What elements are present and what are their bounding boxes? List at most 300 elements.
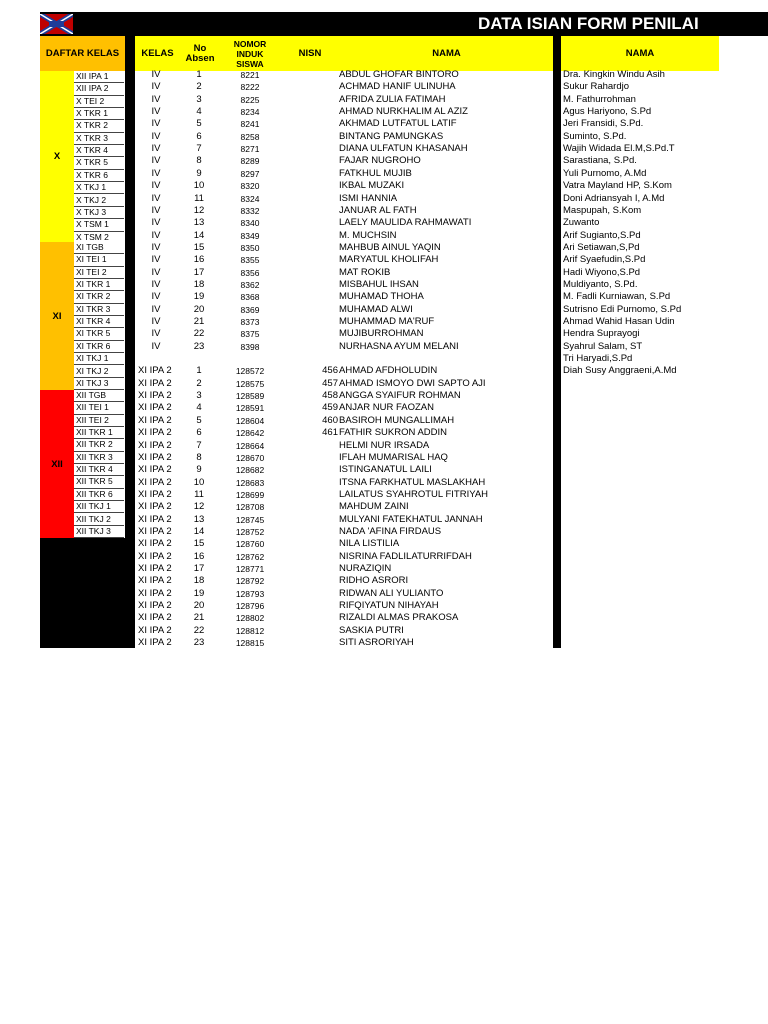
teacher-list-item: Agus Hariyono, S.Pd — [563, 106, 652, 118]
table-row — [0, 155, 560, 167]
class-list-item[interactable]: XI TGB — [74, 242, 124, 254]
cell-nama: JANUAR AL FATH — [339, 204, 417, 216]
class-list-item[interactable]: XII TKR 6 — [74, 489, 124, 501]
cell-nama: LAELY MAULIDA RAHMAWATI — [339, 217, 472, 229]
cell-nama-group — [310, 600, 555, 612]
cell-nama-group — [310, 279, 555, 291]
cell-nama-group — [310, 501, 555, 513]
table-row — [0, 452, 560, 464]
table-row — [0, 390, 560, 402]
class-list-item[interactable]: X TKR 1 — [74, 108, 124, 120]
cell-nomor-induk: 128762 — [235, 551, 265, 562]
cell-nama: MISBAHUL IHSAN — [339, 278, 419, 290]
cell-no-absen: 14 — [193, 525, 205, 537]
class-list-item[interactable]: X TKJ 2 — [74, 195, 124, 207]
cell-nama: RIFQIYATUN NIHAYAH — [339, 600, 439, 612]
cell-nomor-induk: 128664 — [235, 440, 265, 451]
table-row — [0, 205, 560, 217]
cell-nomor-induk: 128745 — [235, 514, 265, 525]
class-list-item[interactable]: X TKR 2 — [74, 120, 124, 132]
cell-kelas: XI IPA 2 — [138, 587, 172, 599]
cell-nama-group — [310, 106, 555, 118]
cell-nama: FATKHUL MUJIB — [339, 167, 412, 179]
cell-no-absen: 6 — [196, 427, 202, 439]
table-row — [0, 106, 560, 118]
cell-nama-group — [310, 180, 555, 192]
teacher-list-item: Hendra Suprayogi — [563, 328, 640, 340]
cell-nama-group — [310, 81, 555, 93]
cell-no-absen: 22 — [193, 624, 205, 636]
class-list-item[interactable]: XII TKR 2 — [74, 439, 124, 451]
class-list-item[interactable]: XII TKR 3 — [74, 452, 124, 464]
cell-nama-group — [310, 514, 555, 526]
cell-kelas: XI IPA 2 — [138, 427, 172, 439]
cell-no-absen: 23 — [193, 637, 205, 649]
cell-no-absen: 9 — [196, 464, 202, 476]
class-list-item[interactable]: XI TKJ 3 — [74, 378, 124, 390]
cell-kelas: IV — [151, 192, 161, 204]
cell-kelas: XI IPA 2 — [138, 624, 172, 636]
class-list-item[interactable]: X TKJ 1 — [74, 182, 124, 194]
table-row — [0, 514, 560, 526]
cell-nama-group — [310, 217, 555, 229]
cell-nama-group — [310, 427, 555, 439]
cell-nama: MUJIBURROHMAN — [339, 328, 424, 340]
cell-no-absen: 17 — [193, 563, 205, 574]
cell-no-absen: 2 — [196, 81, 202, 93]
teacher-list-item: Sukur Rahardjo — [563, 81, 630, 93]
cell-kelas: XI IPA 2 — [138, 600, 172, 612]
cell-no-absen: 13 — [193, 217, 205, 229]
cell-nama: RIDWAN ALI YULIANTO — [339, 587, 444, 599]
cell-nama-group — [310, 94, 555, 106]
teacher-list-item: Doni Adriansyah I, A.Md — [563, 192, 665, 204]
table-row — [0, 538, 560, 550]
cell-kelas: XI IPA 2 — [138, 464, 172, 476]
cell-nama-group — [310, 551, 555, 563]
table-row — [0, 291, 560, 303]
cell-kelas: XI IPA 2 — [138, 612, 172, 624]
class-list-item[interactable]: XII TEI 1 — [74, 402, 124, 414]
cell-nama: NILA LISTILIA — [339, 538, 400, 550]
cell-nomor-induk: 128793 — [235, 588, 265, 599]
teacher-list-item: Hadi Wiyono,S.Pd — [563, 266, 641, 278]
cell-kelas: XI IPA 2 — [138, 575, 172, 587]
cell-nomor-induk: 8369 — [240, 304, 260, 315]
cell-nama-group — [310, 464, 555, 476]
table-row — [0, 440, 560, 452]
cell-no-absen: 11 — [194, 192, 204, 204]
cell-nama-group — [310, 230, 555, 242]
cell-no-absen: 19 — [193, 587, 205, 599]
cell-kelas: XI IPA 2 — [138, 513, 172, 525]
cell-no-absen: 7 — [196, 439, 202, 451]
cell-nama-group — [310, 155, 555, 167]
cell-nama: MUHAMAD ALWI — [339, 303, 413, 315]
cell-nama: LAILATUS SYAHROTUL FITRIYAH — [339, 488, 489, 500]
cell-nama: DIANA ULFATUN KHASANAH — [339, 143, 468, 155]
teacher-list-item: Jeri Fransidi, S.Pd. — [563, 118, 644, 130]
class-list-item[interactable]: X TKR 5 — [74, 157, 124, 169]
class-list-item[interactable]: XII TKR 1 — [74, 427, 124, 439]
cell-nama: MUHAMAD THOHA — [339, 291, 424, 303]
cell-nama: ITSNA FARKHATUL MASLAKHAH — [339, 476, 486, 488]
cell-nama-group — [310, 612, 555, 624]
cell-nomor-induk: 8356 — [240, 267, 260, 278]
cell-nama-group — [310, 402, 555, 414]
cell-kelas: IV — [151, 81, 161, 93]
cell-nama: MARYATUL KHOLIFAH — [339, 254, 439, 266]
table-row — [0, 316, 560, 328]
cell-nama: RIZALDI ALMAS PRAKOSA — [339, 612, 459, 624]
cell-nomor-induk: 8368 — [240, 292, 260, 303]
teacher-list-item: Tri Haryadi,S.Pd — [563, 353, 633, 365]
table-row — [0, 625, 560, 637]
cell-nomor-induk: 8332 — [240, 205, 260, 216]
cell-kelas: IV — [151, 316, 161, 327]
teacher-list-item: Yuli Purnomo, A.Md — [563, 167, 647, 179]
teacher-list-item: Ari Setiawan,S,Pd — [563, 241, 640, 253]
cell-nama-group — [310, 588, 555, 600]
cell-no-absen: 18 — [193, 575, 205, 587]
cell-no-absen: 2 — [196, 377, 202, 389]
group-label-xii: XII — [51, 458, 63, 470]
cell-nomor-induk: 8289 — [240, 156, 260, 167]
cell-kelas: IV — [151, 130, 161, 142]
teacher-list-item: Arif Syaefudin,S.Pd — [563, 254, 646, 266]
cell-nomor-induk: 8258 — [240, 131, 260, 142]
table-row — [0, 402, 560, 414]
table-row — [0, 588, 560, 600]
class-list-item[interactable]: XII TKJ 1 — [74, 501, 124, 513]
cell-kelas: XI IPA 2 — [138, 476, 172, 488]
page-title: DATA ISIAN FORM PENILAI — [478, 14, 699, 33]
cell-nama-group — [310, 365, 555, 377]
cell-nama-group — [310, 205, 555, 217]
cell-nama-group — [310, 291, 555, 303]
class-list-item[interactable]: X TSM 2 — [74, 232, 124, 244]
table-row — [0, 81, 560, 93]
school-flag-icon — [40, 14, 73, 34]
cell-kelas: IV — [151, 143, 161, 155]
cell-nama: ANGGA SYAIFUR ROHMAN — [339, 390, 461, 402]
cell-nama: MAHBUB AINUL YAQIN — [339, 241, 441, 253]
cell-nama: NURAZIQIN — [339, 563, 392, 574]
class-list-item[interactable]: XII TGB — [74, 390, 124, 402]
cell-nama-group — [310, 625, 555, 637]
table-row — [0, 180, 560, 192]
cell-nama: MULYANI FATEKHATUL JANNAH — [339, 513, 483, 525]
cell-nama-group — [310, 353, 555, 365]
cell-nama: NISRINA FADLILATURRIFDAH — [339, 550, 472, 562]
cell-nomor-induk: 128699 — [235, 489, 265, 500]
cell-kelas: XI IPA 2 — [138, 501, 172, 513]
table-row — [0, 563, 560, 575]
cell-no-absen: 15 — [193, 538, 205, 550]
cell-nama: HELMI NUR IRSADA — [339, 439, 430, 451]
cell-nama: BASIROH MUNGALLIMAH — [339, 414, 455, 426]
teacher-list-item: Sutrisno Edi Purnomo, S.Pd — [563, 303, 682, 315]
cell-nama-group — [310, 69, 555, 81]
cell-kelas: IV — [151, 217, 161, 229]
cell-no-absen: 7 — [196, 143, 202, 155]
cell-nama-group — [310, 526, 555, 538]
class-list-item[interactable]: X TEI 2 — [74, 96, 124, 108]
class-list-item[interactable]: X TKR 4 — [74, 145, 124, 157]
teacher-list-item: Diah Susy Anggraeni,A.Md — [563, 365, 677, 377]
cell-nama: FATHIR SUKRON ADDIN — [339, 427, 448, 439]
cell-kelas: XI IPA 2 — [138, 488, 172, 500]
cell-kelas: IV — [151, 340, 161, 352]
cell-nama: ANJAR NUR FAOZAN — [339, 402, 435, 414]
cell-nama-group — [310, 193, 555, 205]
cell-nama: IFLAH MUMARISAL HAQ — [339, 451, 448, 463]
class-list-item[interactable]: X TSM 1 — [74, 219, 124, 231]
cell-nama-group — [310, 118, 555, 130]
header-kelas: KELAS — [135, 36, 180, 71]
cell-nomor-induk: 128682 — [235, 465, 265, 476]
class-list-item[interactable]: XII IPA 2 — [74, 83, 124, 95]
cell-kelas: IV — [151, 106, 161, 118]
cell-kelas: IV — [151, 204, 161, 216]
cell-nomor-induk: 128752 — [235, 526, 265, 537]
cell-nomor-induk: 8373 — [240, 317, 260, 327]
group-label-x: X — [53, 151, 61, 162]
cell-no-absen: 1 — [196, 69, 202, 80]
cell-kelas: IV — [151, 118, 161, 130]
class-list-item[interactable]: XII TKJ 2 — [74, 514, 124, 526]
cell-nomor-induk: 128575 — [235, 378, 265, 389]
cell-nama: MAT ROKIB — [339, 266, 391, 278]
cell-nomor-induk: 8241 — [240, 119, 260, 130]
class-list-item[interactable]: X TKR 3 — [74, 133, 124, 145]
cell-kelas: IV — [151, 69, 161, 80]
class-list-item[interactable]: X TKR 6 — [74, 170, 124, 182]
class-list-item[interactable]: XI TKJ 1 — [74, 353, 124, 365]
cell-nomor-induk: 8375 — [240, 329, 260, 340]
cell-nomor-induk: 8221 — [240, 70, 260, 80]
class-list-item[interactable]: XI TKR 6 — [74, 341, 124, 353]
cell-nama: AHMAD ISMOYO DWI SAPTO AJI — [339, 377, 486, 389]
cell-kelas: XI IPA 2 — [138, 439, 172, 451]
table-row — [0, 69, 560, 81]
teacher-list-item: Muldiyanto, S.Pd. — [563, 278, 638, 290]
cell-nama-group — [310, 489, 555, 501]
cell-nama: MUHAMMAD MA'RUF — [339, 316, 435, 327]
cell-no-absen: 4 — [196, 106, 202, 118]
header-nama-guru: NAMA — [561, 36, 719, 71]
cell-nama: SASKIA PUTRI — [339, 624, 404, 636]
cell-no-absen: 3 — [196, 390, 202, 402]
cell-no-absen: 22 — [193, 328, 205, 340]
cell-nomor-induk: 8398 — [240, 341, 260, 352]
header-nomor-induk: NOMOR INDUK SISWA — [220, 36, 280, 71]
cell-kelas: IV — [151, 278, 161, 290]
class-list-item[interactable]: X TKJ 3 — [74, 207, 124, 219]
class-list-item[interactable]: XII IPA 1 — [74, 71, 124, 83]
cell-nama: ABDUL GHOFAR BINTORO — [339, 69, 459, 80]
teacher-list-item: Suminto, S.Pd. — [563, 130, 627, 142]
cell-nama: AFRIDA ZULIA FATIMAH — [339, 93, 446, 105]
cell-no-absen: 3 — [196, 93, 202, 105]
class-list-item[interactable]: XI TKR 2 — [74, 291, 124, 303]
cell-nomor-induk: 8324 — [240, 193, 260, 204]
table-row — [0, 365, 560, 377]
table-row — [0, 526, 560, 538]
cell-nomor-induk: 128670 — [235, 452, 265, 463]
table-row — [0, 353, 560, 365]
cell-kelas: XI IPA 2 — [138, 563, 172, 574]
cell-no-absen: 5 — [196, 414, 202, 426]
cell-nomor-induk: 8234 — [240, 107, 260, 118]
cell-kelas: XI IPA 2 — [138, 637, 172, 649]
teacher-list-item: Maspupah, S.Kom — [563, 204, 642, 216]
cell-nama-group — [310, 242, 555, 254]
cell-nomor-induk: 8225 — [240, 94, 260, 105]
class-list-item[interactable]: XII TKJ 3 — [74, 526, 124, 538]
cell-kelas: XI IPA 2 — [138, 365, 172, 377]
cell-nama: ISMI HANNIA — [339, 192, 398, 204]
cell-no-absen: 12 — [193, 501, 205, 513]
cell-no-absen: 5 — [196, 118, 202, 130]
table-row — [0, 230, 560, 242]
cell-no-absen: 1 — [196, 365, 202, 377]
cell-nomor-induk: 8362 — [240, 279, 260, 290]
cell-no-absen: 18 — [193, 278, 205, 290]
cell-nama-group — [310, 316, 555, 328]
cell-nisn: 460 — [322, 414, 338, 426]
cell-nama: MAHDUM ZAINI — [339, 501, 409, 513]
cell-nama: ACHMAD HANIF ULINUHA — [339, 81, 456, 93]
cell-no-absen: 20 — [193, 303, 205, 315]
cell-nama: AKHMAD LUTFATUL LATIF — [339, 118, 457, 130]
cell-nomor-induk: 128812 — [235, 625, 265, 636]
cell-nama-group — [310, 440, 555, 452]
cell-kelas: IV — [151, 303, 161, 315]
teacher-list-item: Ahmad Wahid Hasan Udin — [563, 316, 675, 327]
class-list-item[interactable]: XII TKR 5 — [74, 476, 124, 488]
class-list-item[interactable]: XII TKR 4 — [74, 464, 124, 476]
cell-nama: AHMAD AFDHOLUDIN — [339, 365, 438, 377]
cell-nisn: 458 — [322, 390, 338, 402]
teacher-list-item: Arif Sugianto,S.Pd — [563, 229, 641, 241]
header-nisn: NISN — [280, 36, 340, 71]
teacher-list-item: Vatra Mayland HP, S.Kom — [563, 180, 672, 192]
cell-kelas: XI IPA 2 — [138, 538, 172, 550]
table-row — [0, 600, 560, 612]
table-row — [0, 304, 560, 316]
table-row — [0, 551, 560, 563]
table-row — [0, 501, 560, 513]
cell-no-absen: 20 — [193, 600, 205, 612]
cell-kelas: IV — [151, 266, 161, 278]
cell-nomor-induk: 8320 — [240, 181, 260, 192]
cell-kelas: XI IPA 2 — [138, 377, 172, 389]
cell-nisn: 461 — [322, 427, 338, 439]
cell-no-absen: 6 — [196, 130, 202, 142]
cell-no-absen: 10 — [193, 476, 205, 488]
cell-nisn: 459 — [322, 402, 338, 414]
table-row — [0, 427, 560, 439]
table-row — [0, 143, 560, 155]
class-list-item[interactable]: XI TKR 5 — [74, 328, 124, 340]
header-no-absen: No Absen — [180, 36, 220, 71]
table-row — [0, 168, 560, 180]
table-row — [0, 193, 560, 205]
cell-kelas: XI IPA 2 — [138, 550, 172, 562]
cell-nomor-induk: 128802 — [235, 613, 265, 624]
cell-no-absen: 10 — [193, 180, 205, 192]
cell-kelas: IV — [151, 167, 161, 179]
cell-nisn: 457 — [322, 377, 338, 389]
cell-no-absen: 13 — [193, 513, 205, 525]
table-row — [0, 477, 560, 489]
cell-kelas: IV — [151, 291, 161, 303]
table-row — [0, 464, 560, 476]
cell-nomor-induk: 8222 — [240, 82, 260, 93]
teacher-list-item: M. Fathurrohman — [563, 93, 636, 105]
class-list-item[interactable]: XI TEI 2 — [74, 267, 124, 279]
class-list-item[interactable]: XI TKR 1 — [74, 279, 124, 291]
cell-nama-group — [310, 254, 555, 266]
cell-nomor-induk: 8271 — [240, 144, 260, 155]
cell-nama: FAJAR NUGROHO — [339, 155, 421, 167]
cell-nama-group — [310, 131, 555, 143]
cell-nomor-induk: 128792 — [235, 576, 265, 587]
table-row — [0, 328, 560, 340]
table-row — [0, 254, 560, 266]
class-list-item[interactable]: XI TKR 3 — [74, 304, 124, 316]
teacher-list-item: Wajih Widada El.M,S.Pd.T — [563, 143, 675, 155]
cell-no-absen: 8 — [196, 155, 202, 167]
cell-nomor-induk: 8349 — [240, 230, 260, 241]
cell-nomor-induk: 128604 — [235, 415, 265, 426]
header-nama: NAMA — [340, 36, 553, 71]
cell-nomor-induk: 128572 — [235, 366, 265, 377]
teacher-list-item: M. Fadli Kurniawan, S.Pd — [563, 291, 671, 303]
cell-kelas: IV — [151, 155, 161, 167]
table-row — [0, 575, 560, 587]
cell-nama-group — [310, 304, 555, 316]
cell-nama-group — [310, 415, 555, 427]
teacher-list-item: Zuwanto — [563, 217, 600, 229]
table-row — [0, 267, 560, 279]
cell-no-absen: 12 — [193, 204, 205, 216]
cell-nama-group — [310, 378, 555, 390]
cell-no-absen: 14 — [193, 229, 205, 241]
cell-no-absen: 15 — [193, 241, 205, 253]
cell-nama-group — [310, 390, 555, 402]
cell-nama-group — [310, 143, 555, 155]
cell-nisn: 456 — [322, 365, 338, 377]
table-row — [0, 489, 560, 501]
class-list-item[interactable]: XII TEI 2 — [74, 415, 124, 427]
table-row — [0, 131, 560, 143]
table-row — [0, 94, 560, 106]
class-list-item[interactable]: XI TEI 1 — [74, 254, 124, 266]
class-list-item[interactable]: XI TKJ 2 — [74, 366, 124, 378]
cell-no-absen: 16 — [193, 254, 205, 266]
cell-nomor-induk: 128771 — [235, 564, 265, 574]
class-list-item[interactable]: XI TKR 4 — [74, 316, 124, 328]
cell-nomor-induk: 128796 — [235, 601, 265, 612]
cell-nama: SITI ASRORIYAH — [339, 637, 414, 649]
table-row — [0, 637, 560, 649]
cell-no-absen: 16 — [193, 550, 205, 562]
cell-nama: IKBAL MUZAKI — [339, 180, 405, 192]
table-row — [0, 612, 560, 624]
cell-no-absen: 19 — [193, 291, 205, 303]
